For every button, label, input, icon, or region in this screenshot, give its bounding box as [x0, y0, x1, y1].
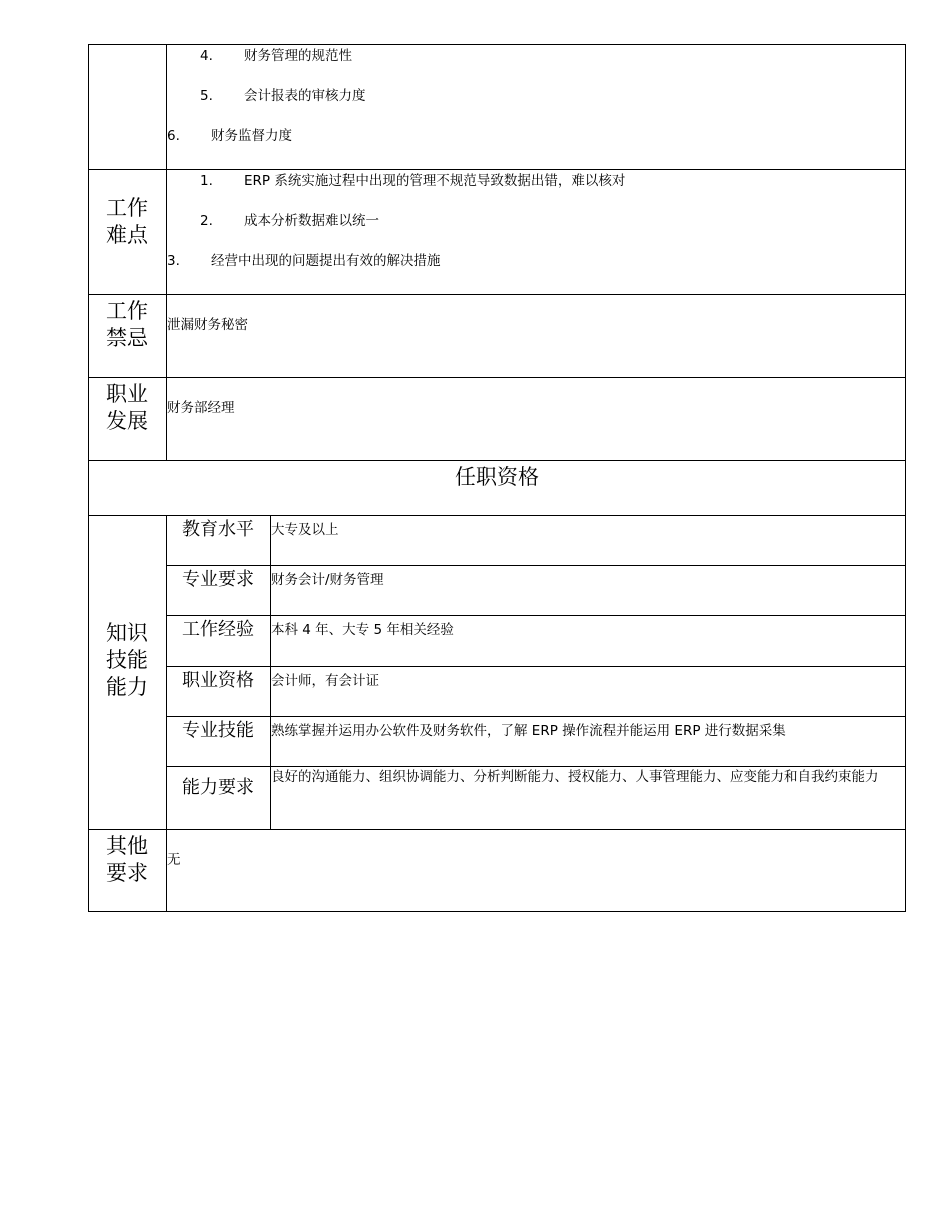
- experience-value: 本科 4 年、大专 5 年相关经验: [271, 622, 454, 638]
- difficulties-label: 工作 难点: [106, 196, 148, 247]
- certification-label: 职业资格: [182, 670, 254, 691]
- row-divider: [166, 666, 906, 667]
- qualifications-title: 任职资格: [455, 465, 539, 489]
- list-item: 经营中出现的问题提出有效的解决措施: [211, 253, 441, 269]
- list-number: 4.: [200, 48, 213, 64]
- row-divider: [88, 294, 906, 295]
- list-item: 会计报表的审核力度: [244, 88, 366, 104]
- list-number: 3.: [167, 253, 180, 269]
- column-divider: [166, 44, 167, 460]
- career-text: 财务部经理: [167, 400, 235, 416]
- list-number: 2.: [200, 213, 213, 229]
- list-number: 1.: [200, 173, 213, 189]
- row-divider: [88, 829, 906, 830]
- other-text: 无: [167, 852, 181, 868]
- skills-label: 专业技能: [182, 720, 254, 741]
- skills-value: 熟练掌握并运用办公软件及财务软件，了解 ERP 操作流程并能运用 ERP 进行数据采集: [271, 723, 786, 739]
- row-divider: [88, 169, 906, 170]
- taboos-label: 工作 禁忌: [106, 299, 148, 350]
- education-label: 教育水平: [182, 519, 254, 540]
- ability-label: 能力要求: [182, 777, 254, 798]
- list-number: 5.: [200, 88, 213, 104]
- major-label: 专业要求: [182, 569, 254, 590]
- other-label: 其他 要求: [106, 834, 148, 885]
- list-number: 6.: [167, 128, 180, 144]
- certification-value: 会计师，有会计证: [271, 673, 379, 689]
- row-divider: [166, 565, 906, 566]
- list-item: ERP 系统实施过程中出现的管理不规范导致数据出错，难以核对: [244, 173, 626, 189]
- experience-label: 工作经验: [182, 619, 254, 640]
- row-divider: [166, 615, 906, 616]
- career-label: 职业 发展: [106, 382, 148, 433]
- row-divider: [88, 460, 906, 461]
- taboos-text: 泄漏财务秘密: [167, 317, 248, 333]
- row-divider: [166, 766, 906, 767]
- major-value: 财务会计/财务管理: [271, 572, 384, 588]
- knowledge-label: 知识 技能 能力: [106, 621, 148, 699]
- education-value: 大专及以上: [271, 522, 339, 538]
- list-item: 成本分析数据难以统一: [244, 213, 379, 229]
- list-item: 财务监督力度: [211, 128, 292, 144]
- ability-value: 良好的沟通能力、组织协调能力、分析判断能力、授权能力、人事管理能力、应变能力和自我约束能力: [271, 769, 879, 785]
- row-divider: [88, 515, 906, 516]
- list-item: 财务管理的规范性: [244, 48, 352, 64]
- row-divider: [88, 377, 906, 378]
- row-divider: [166, 716, 906, 717]
